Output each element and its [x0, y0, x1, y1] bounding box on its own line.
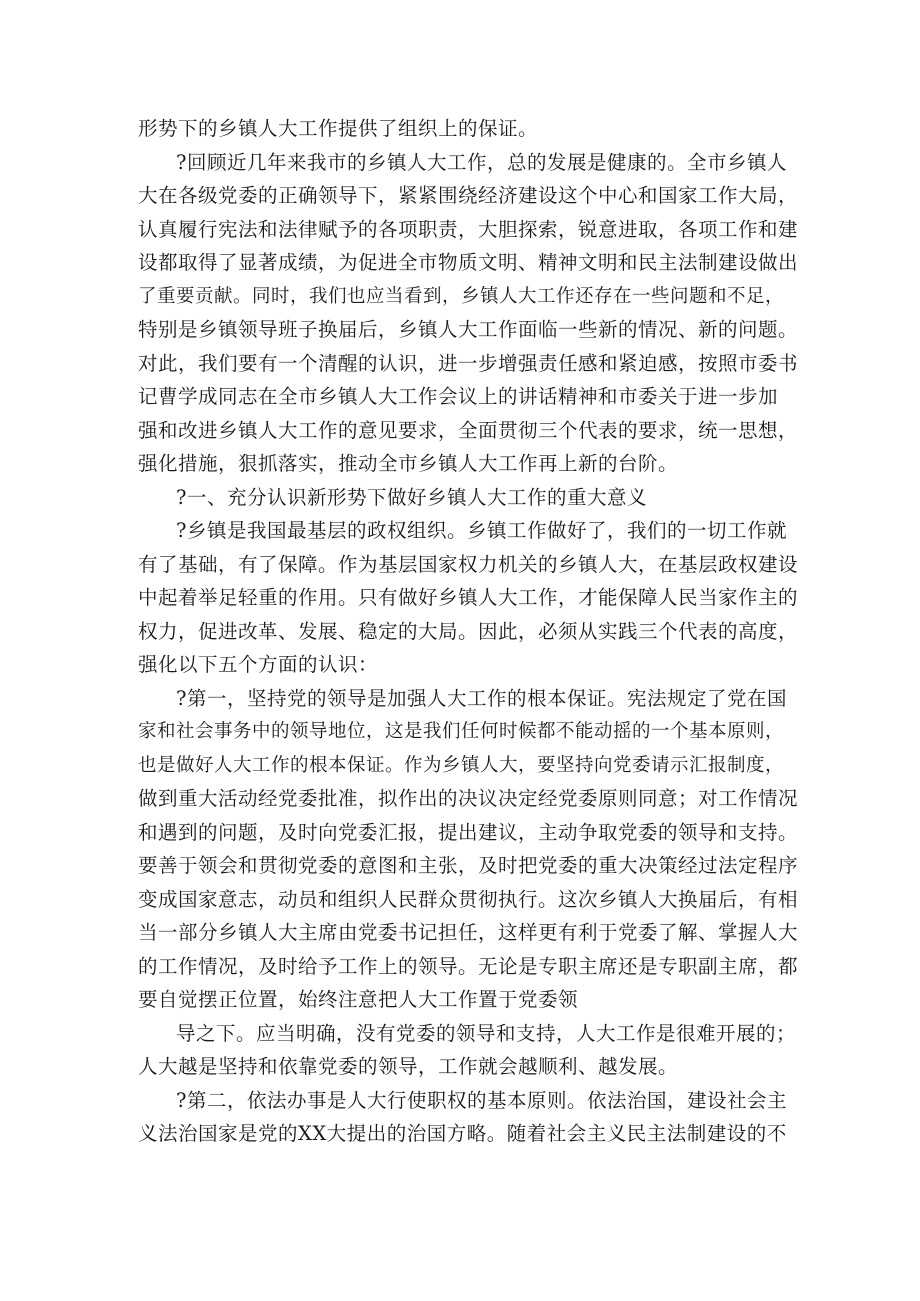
- document-text-line: 了重要贡献。同时，我们也应当看到，乡镇人大工作还存在一些问题和不足，: [138, 285, 785, 307]
- document-text-line: 强化措施，狠抓落实，推动全市乡镇人大工作再上新的台阶。: [138, 452, 679, 475]
- document-text-line: 中起着举足轻重的作用。只有做好乡镇人大工作，才能保障人民当家作主的: [138, 586, 799, 609]
- document-text-line: 人大越是坚持和依靠党委的领导，工作就会越顺利、越发展。: [138, 1055, 679, 1078]
- document-text-line: 当一部分乡镇人大主席由党委书记担任，这样更有利于党委了解、掌握人大: [138, 921, 799, 944]
- document-text-line: 的工作情况，及时给予工作上的领导。无论是专职主席还是专职副主席，都: [138, 954, 799, 978]
- document-text-line: 强化以下五个方面的认识：: [138, 653, 379, 676]
- document-text-line: 权力，促进改革、发展、稳定的大局。因此，必须从实践三个代表的高度，: [138, 619, 799, 643]
- document-text-line: ?第二，依法办事是人大行使职权的基本原则。依法治国，建设社会主: [176, 1088, 787, 1112]
- document-text-line: 形势下的乡镇人大工作提供了组织上的保证。: [138, 117, 539, 140]
- document-text-line: 家和社会事务中的领导地位，这是我们任何时候都不能动摇的一个基本原则，: [138, 721, 785, 742]
- document-text-line: 大在各级党委的正确领导下，紧紧围绕经济建设这个中心和国家工作大局，: [138, 184, 799, 207]
- document-text-line: ?回顾近几年来我市的乡镇人大工作，总的发展是健康的。全市乡镇人: [176, 150, 787, 174]
- document-text-line: 对此，我们要有一个清醒的认识，进一步增强责任感和紧迫感，按照市委书: [138, 351, 799, 375]
- document-text-line: 也是做好人大工作的根本保证。作为乡镇人大，要坚持向党委请示汇报制度，: [138, 754, 785, 776]
- document-text-line: 变成国家意志，动员和组织人民群众贯彻执行。这次乡镇人大换届后，有相: [138, 887, 799, 911]
- document-text-line: 和遇到的问题，及时向党委汇报，提出建议，主动争取党委的领导和支持。: [138, 820, 799, 844]
- document-text-line: 记曹学成同志在全市乡镇人大工作会议上的讲话精神和市委关于进一步加: [138, 385, 779, 408]
- document-text-line: ?第一，坚持党的领导是加强人大工作的根本保证。宪法规定了党在国: [176, 686, 787, 710]
- document-text-line: 导之下。应当明确，没有党委的领导和支持，人大工作是很难开展的；: [176, 1021, 797, 1045]
- document-body: [138, 112, 798, 1151]
- document-text-line: 有了基础，有了保障。作为基层国家权力机关的乡镇人大，在基层政权建设: [138, 552, 799, 576]
- document-text-line: ?乡镇是我国最基层的政权组织。乡镇工作做好了，我们的一切工作就: [176, 519, 787, 542]
- document-text-line: 要善于领会和贯彻党委的意图和主张，及时把党委的重大决策经过法定程序: [138, 854, 799, 877]
- document-text-line: ?一、充分认识新形势下做好乡镇人大工作的重大意义: [176, 485, 647, 509]
- document-text-line: 认真履行宪法和法律赋予的各项职责，大胆探索，锐意进取，各项工作和建: [138, 217, 799, 241]
- document-text-line: 要自觉摆正位置，始终注意把人大工作置于党委领: [138, 988, 579, 1011]
- document-text-line: 特别是乡镇领导班子换届后，乡镇人大工作面临一些新的情况、新的问题。: [138, 318, 799, 341]
- document-text-line: 做到重大活动经党委批准，拟作出的决议决定经党委原则同意；对工作情况: [138, 787, 799, 810]
- document-text-line: 强和改进乡镇人大工作的意见要求，全面贯彻三个代表的要求，统一思想，: [138, 418, 799, 442]
- document-text-line: 义法治国家是党的XX大提出的治国方略。随着社会主义民主法制建设的不: [138, 1122, 787, 1145]
- document-text-line: 设都取得了显著成绩，为促进全市物质文明、精神文明和民主法制建设做出: [138, 251, 799, 274]
